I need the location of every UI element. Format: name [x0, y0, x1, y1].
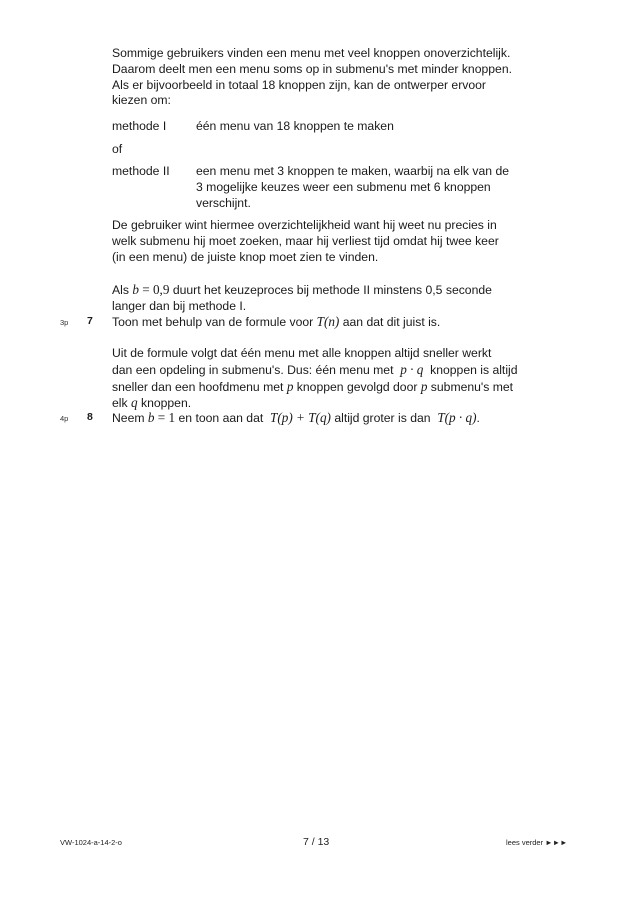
intro-paragraph — [112, 46, 562, 109]
formula-product: T(p · q) — [437, 410, 477, 425]
q8-points: 4p — [60, 414, 69, 423]
q8-context-line: elk q knoppen. — [112, 395, 192, 411]
q8-question: Neem b = 1 en toon aan dat T(p) + T(q) altijd groter is dan T(p · q). — [112, 410, 480, 425]
method-2-line: 3 mogelijke keuzes weer een submenu met 6 knoppen — [196, 179, 491, 194]
method-2-line: een menu met 3 knoppen te maken, waarbij na elk van de — [196, 164, 510, 178]
b-value: = 1 — [154, 410, 176, 425]
p-variable: p — [286, 378, 294, 394]
tradeoff-line: welk submenu hij moet zoeken, maar hij verliest tijd omdat hij twee keer — [112, 233, 499, 248]
q8-context-line: dan een opdeling in submenu's. Dus: één menu met p · q knoppen is altijd — [112, 361, 518, 377]
intro-line: Daarom deelt men een menu soms op in submenu's met minder knoppen. — [112, 61, 512, 76]
method-2-label: methode II — [112, 164, 170, 178]
q7-context — [112, 282, 562, 315]
intro-line: kiezen om: — [112, 93, 171, 108]
intro-line: Als er bijvoorbeeld in totaal 18 knoppen zijn, kan de ontwerper ervoor — [112, 77, 486, 92]
b-value: = 0,9 — [138, 282, 170, 297]
pq-product: p · q — [400, 361, 424, 377]
or-text: of — [112, 142, 123, 156]
tradeoff-line: (in een menu) de juiste knop moet zien te vinden. — [112, 249, 379, 264]
formula-T-n: T(n) — [316, 314, 340, 329]
q8-context-line: Uit de formule volgt dat één menu met alle knoppen altijd sneller werkt — [112, 346, 492, 360]
tradeoff-line: De gebruiker wint hiermee overzichtelijkheid want hij weet nu precies in — [112, 218, 497, 232]
method-1-text: één menu van 18 knoppen te maken — [196, 119, 394, 133]
footer-page-number: 7 / 13 — [303, 836, 330, 848]
method-1-label: methode I — [112, 119, 167, 133]
p-variable: p — [420, 378, 428, 394]
method-2-text — [196, 164, 556, 211]
q7-number: 7 — [87, 315, 93, 327]
b-variable: b — [147, 410, 155, 425]
intro-line: Sommige gebruikers vinden een menu met veel knoppen onoverzichtelijk. — [112, 46, 511, 60]
footer-continue: lees verder ►►► — [506, 838, 568, 847]
q8-number: 8 — [87, 411, 93, 423]
q8-context — [112, 346, 562, 412]
method-2-line: verschijnt. — [196, 195, 251, 210]
q7-context-line: langer dan bij methode I. — [112, 298, 247, 313]
tradeoff-paragraph — [112, 218, 562, 265]
b-variable: b — [132, 282, 139, 297]
q-variable: q — [130, 395, 138, 411]
q8-context-line: sneller dan een hoofdmenu met p knoppen gevolgd door p submenu's met — [112, 378, 514, 394]
q7-question: Toon met behulp van de formule voor T(n) aan dat dit juist is. — [112, 314, 441, 329]
formula-sum: T(p) + T(q) — [270, 410, 331, 425]
footer-exam-code: VW-1024-a-14-2-o — [60, 838, 122, 847]
q7-context-line: Als b = 0,9 duurt het keuzeproces bij methode II minstens 0,5 seconde — [112, 282, 492, 297]
q7-points: 3p — [60, 318, 69, 327]
